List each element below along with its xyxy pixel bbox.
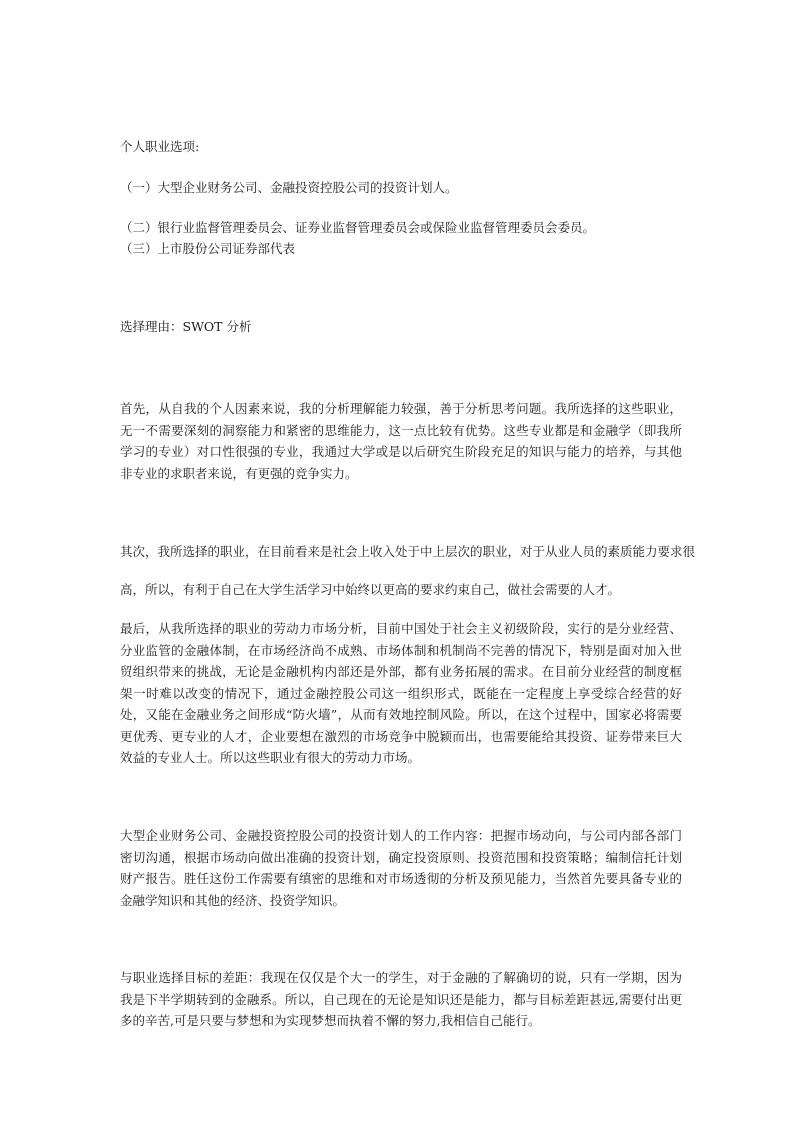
- paragraph-first: 首先，从自我的个人因素来说，我的分析理解能力较强，善于分析思考问题。我所选择的这些职业，无一不需要深刻的洞察能力和紧密的思维能力，这一点比较有优势。这些专业都是和金融学（即我所学习的专业）对口性很强的专业，我通过大学或是以后研究生阶段充足的知识与能力的培养，与其他非专业的求职者来说，有更强的竞争实力。: [120, 401, 682, 481]
- career-options-heading: 个人职业选项:: [120, 139, 200, 154]
- career-option-item-1: （一）大型企业财务公司、金融投资控股公司的投资计划人。: [120, 180, 458, 195]
- paragraph-second-line-2: 高，所以，有利于自己在大学生活学习中始终以更高的要求约束自己，做社会需要的人才。: [120, 582, 621, 597]
- paragraph-job-content: 大型企业财务公司、金融投资控股公司的投资计划人的工作内容：把握市场动向，与公司内部各部门密切沟通，根据市场动向做出准确的投资计划，确定投资原则、投资范围和投资策略；编制信托计划财产报告。胜任这份工作需要有缜密的思维和对市场透彻的分析及预见能力，当然首先要具备专业的金融学知识和其他的经济、投资学知识。: [120, 828, 682, 908]
- paragraph-gap: 与职业选择目标的差距：我现在仅仅是个大一的学生，对于金融的了解确切的说，只有一学期，因为我是下半学期转到的金融系。所以，自己现在的无论是知识还是能力，都与目标差距甚远,需要付出更多的辛苦,可是只要与梦想和为实现梦想而执着不懈的努力,我相信自己能行。: [120, 970, 682, 1028]
- career-option-item-2: （二）银行业监督管理委员会、证券业监督管理委员会或保险业监督管理委员会委员。: [120, 220, 596, 235]
- reason-heading: 选择理由：SWOT 分析: [120, 319, 252, 334]
- career-option-item-3: （三）上市股份公司证券部代表: [120, 241, 296, 256]
- paragraph-last: 最后，从我所选择的职业的劳动力市场分析，目前中国处于社会主义初级阶段，实行的是分业经营、分业监管的金融体制，在市场经济尚不成熟、市场体制和机制尚不完善的情况下，特别是面对加入世贸组织带来的挑战，无论是金融机构内部还是外部，都有业务拓展的需求。在目前分业经营的制度框架一时难以改变的情况下，通过金融控股公司这一组织形式，既能在一定程度上享受综合经营的好处，又能在金融业务之间形成“防火墙”，从而有效地控制风险。所以，在这个过程中，国家必将需要更优秀、更专业的人才，企业要想在激烈的市场竞争中脱颖而出，也需要能给其投资、证券带来巨大效益的专业人士。所以这些职业有很大的劳动力市场。: [120, 621, 682, 765]
- paragraph-second-line-1: 其次，我所选择的职业，在目前看来是社会上收入处于中上层次的职业，对于从业人员的素质能力要求很: [120, 544, 696, 559]
